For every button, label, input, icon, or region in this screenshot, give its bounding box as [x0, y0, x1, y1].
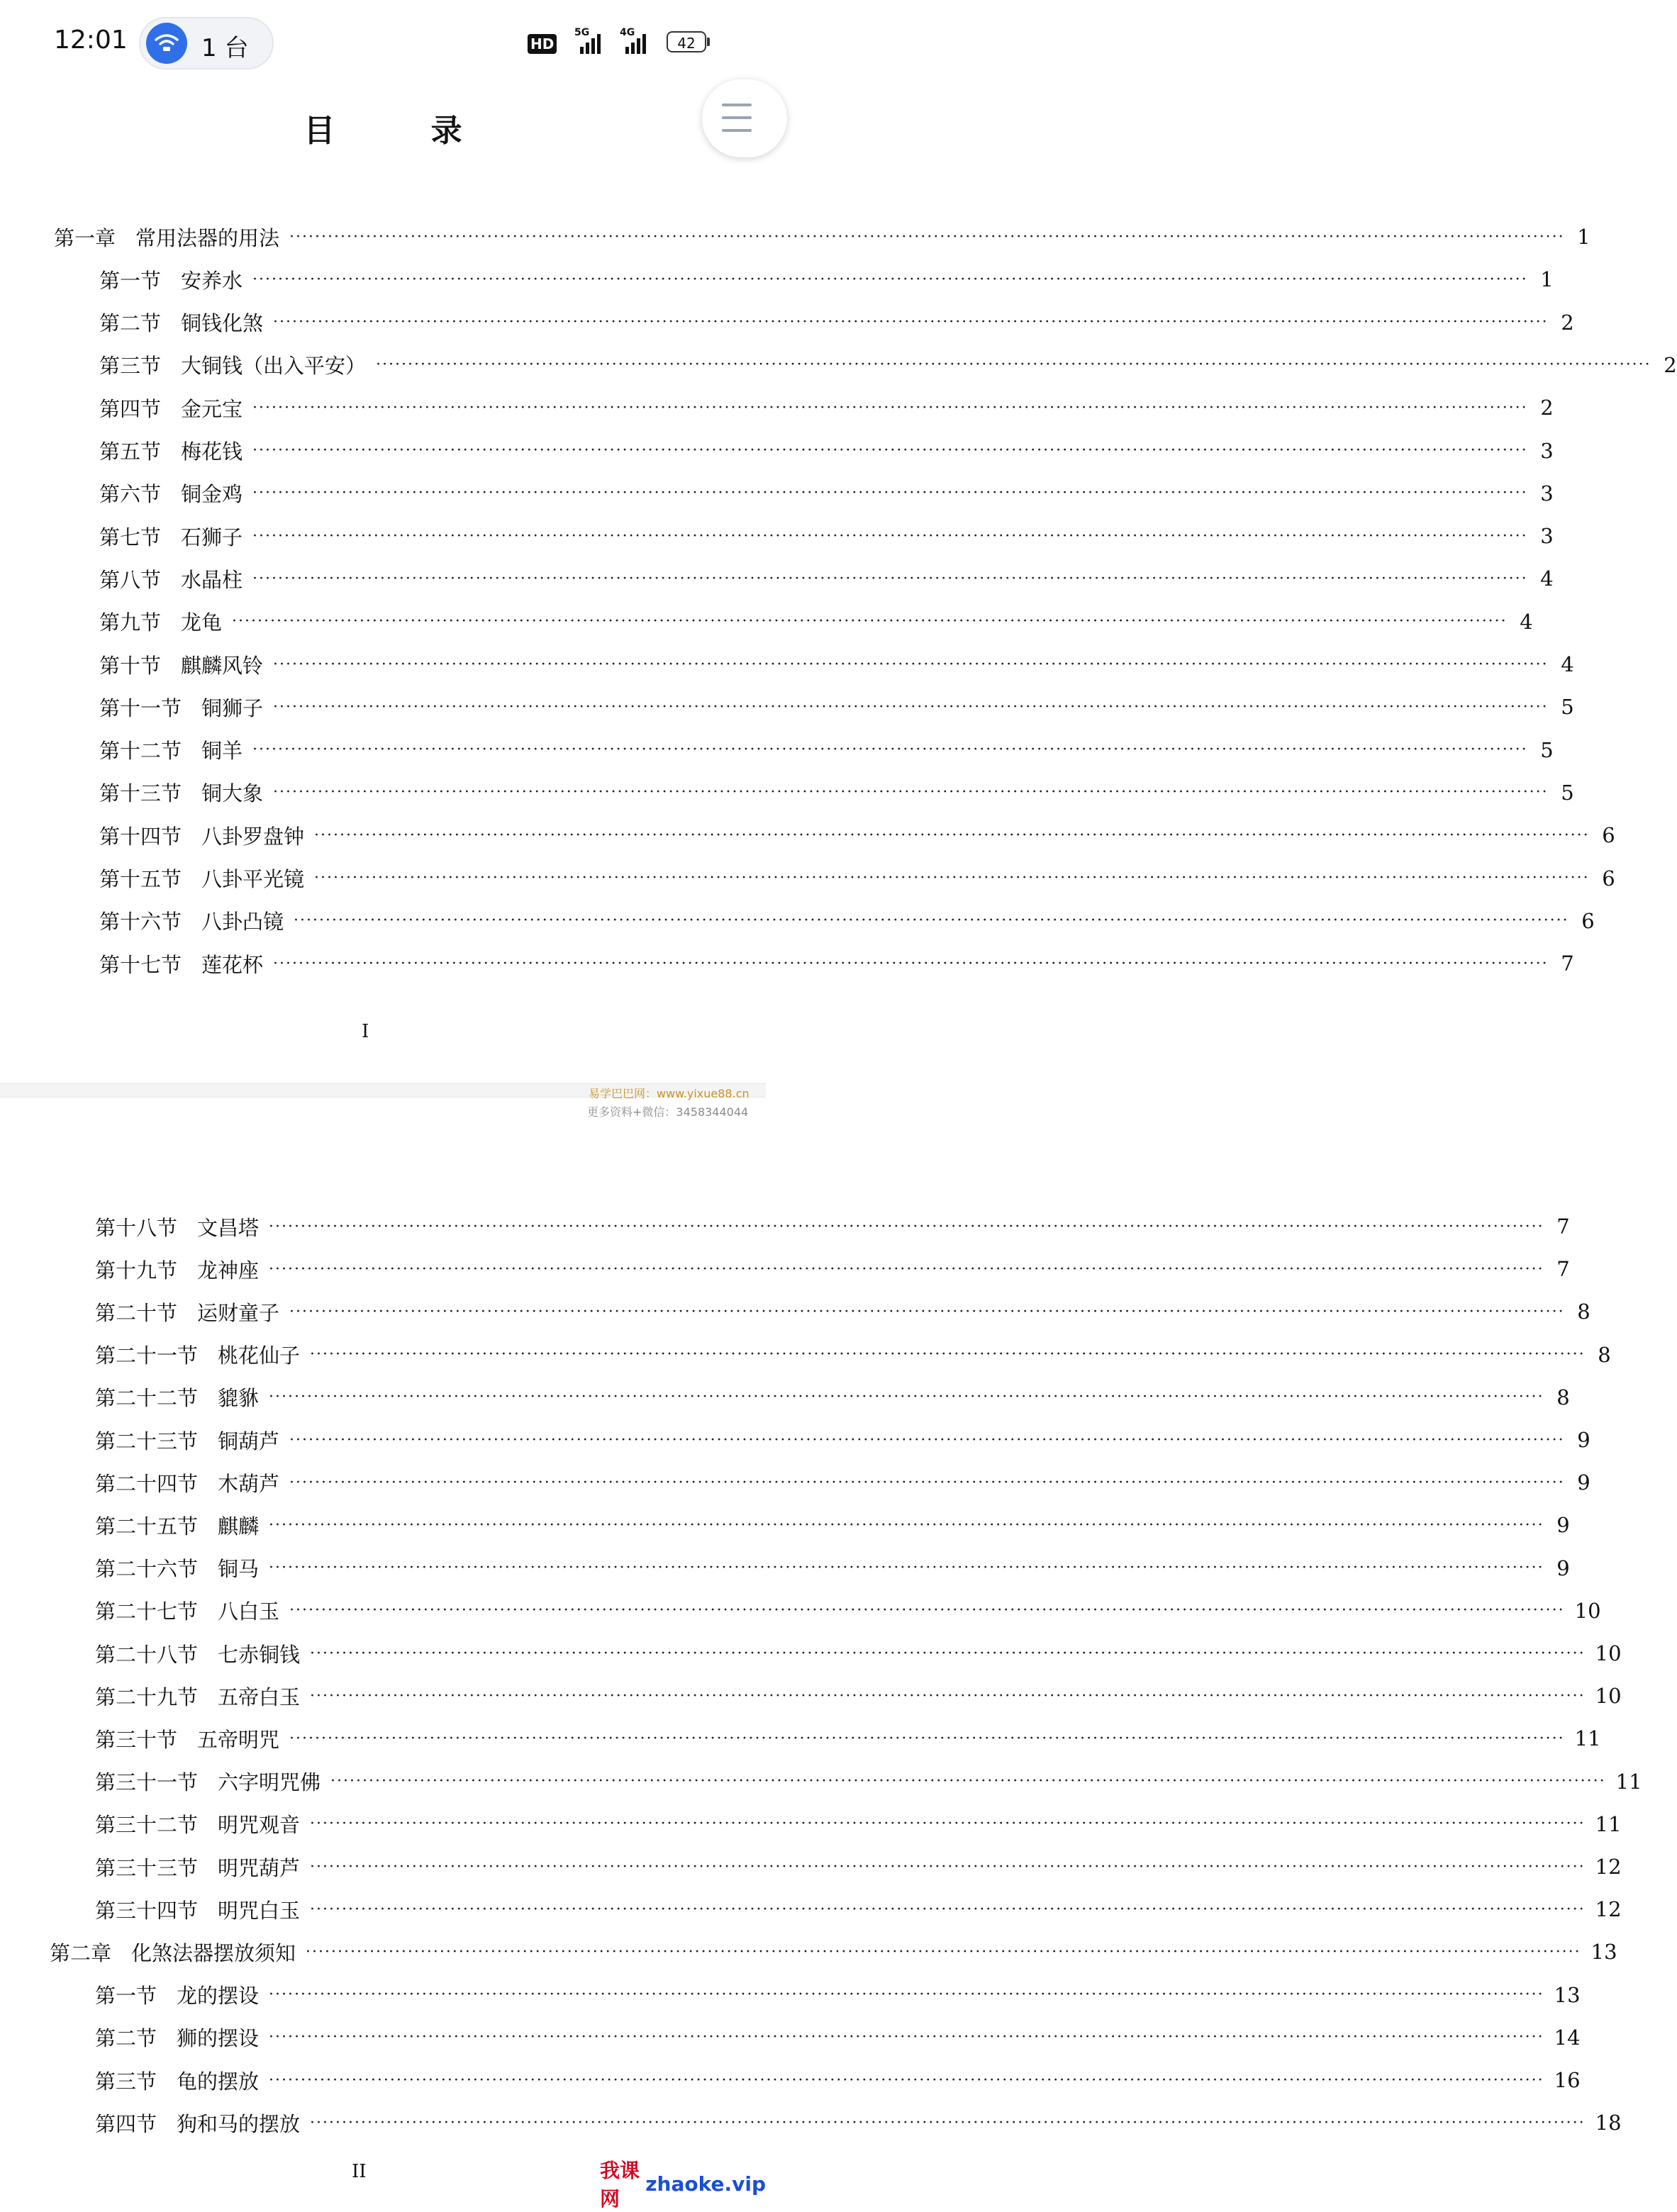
- toc-leader-dots: ········································································································································································································: [376, 356, 1651, 374]
- toc-entry-title: 五帝白玉: [218, 1685, 301, 1709]
- toc-entry[interactable]: [95, 1548, 1570, 1588]
- toc-entry-number: 第二十六节: [95, 1557, 199, 1582]
- toc-entry[interactable]: [95, 1292, 1590, 1331]
- toc-leader-dots: ········································································································································································································: [252, 442, 1528, 459]
- toc-entry-title: 文昌塔: [197, 1215, 260, 1240]
- toc-entry-number: 第十二节: [99, 739, 182, 764]
- toc-entry-page: 8: [1598, 1342, 1611, 1367]
- toc-entry[interactable]: [95, 2060, 1581, 2100]
- toc-entry-title: 六字明咒佛: [218, 1770, 321, 1795]
- toc-entry[interactable]: [50, 1932, 1617, 1972]
- toc-leader-dots: ········································································································································································································: [269, 1516, 1544, 1534]
- toc-leader-dots: ········································································································································································································: [232, 613, 1508, 631]
- toc-entry-title: 铜钱化煞: [181, 311, 264, 336]
- toc-leader-dots: ········································································································································································································: [252, 270, 1528, 289]
- toc-entry-page: 4: [1520, 609, 1533, 634]
- toc-entry-title: 八白玉: [218, 1599, 280, 1624]
- toc-entry-number: 第三十一节: [95, 1770, 199, 1795]
- toc-entry-title: 狗和马的摆放: [177, 2111, 301, 2136]
- toc-entry-page: 6: [1602, 866, 1615, 890]
- toc-entry-page: 6: [1602, 823, 1615, 848]
- toc-entry-page: 7: [1556, 1214, 1570, 1239]
- toc-entry-number: 第五节: [99, 440, 162, 464]
- toc-entry[interactable]: [99, 388, 1554, 428]
- toc-leader-dots: ········································································································································································································: [310, 1644, 1586, 1663]
- hotspot-pill[interactable]: [139, 17, 274, 69]
- toc-entry[interactable]: [99, 773, 1574, 812]
- toc-entry-page: 2: [1664, 352, 1677, 377]
- toc-entry[interactable]: [95, 1420, 1590, 1460]
- toc-leader-dots: ········································································································································································································: [289, 1302, 1565, 1321]
- toc-entry-page: 10: [1574, 1598, 1601, 1623]
- toc-entry-title: 铜金鸡: [181, 482, 243, 507]
- toc-leader-dots: ········································································································································································································: [294, 912, 1569, 930]
- toc-entry[interactable]: [99, 602, 1533, 642]
- toc-entry[interactable]: [95, 1378, 1570, 1417]
- page-title: 目 录: [303, 113, 505, 149]
- toc-entry-number: 第二十一节: [95, 1344, 199, 1368]
- toc-entry-number: 第二节: [95, 2026, 157, 2051]
- toc-entry-number: 第四节: [95, 2111, 157, 2136]
- toc-entry-number: 第二十五节: [95, 1514, 199, 1538]
- hotspot-icon: [146, 23, 187, 64]
- toc-entry-title: 梅花钱: [181, 440, 243, 464]
- toc-entry-number: 第十节: [99, 653, 162, 678]
- toc-entry[interactable]: [99, 345, 1677, 385]
- toc-leader-dots: ········································································································································································································: [289, 1729, 1565, 1748]
- toc-entry-page: 5: [1561, 780, 1574, 805]
- toc-entry-page: 6: [1581, 908, 1595, 933]
- page-number-2: II: [352, 2161, 367, 2182]
- toc-entry[interactable]: [99, 303, 1574, 342]
- toc-entry[interactable]: [99, 687, 1574, 727]
- toc-entry-page: 5: [1540, 737, 1554, 762]
- toc-entry-title: 明咒葫芦: [218, 1855, 301, 1880]
- toc-entry-title: 运财童子: [197, 1300, 280, 1325]
- toc-entry-number: 第十八节: [95, 1215, 178, 1240]
- toc-entry-number: 第四节: [99, 396, 162, 421]
- toc-entry-page: 12: [1595, 1855, 1622, 1879]
- toc-entry-title: 常用法器的用法: [135, 225, 280, 250]
- toc-leader-dots: ········································································································································································································: [289, 1431, 1565, 1449]
- toc-entry-page: 14: [1554, 2025, 1581, 2050]
- toc-entry-page: 10: [1595, 1684, 1622, 1709]
- toc-entry-page: 3: [1540, 524, 1554, 549]
- toc-entry[interactable]: [95, 1676, 1622, 1716]
- toc-leader-dots: ········································································································································································································: [310, 1687, 1586, 1705]
- toc-entry-number: 第三十三节: [95, 1855, 199, 1880]
- toc-entry-title: 铜羊: [201, 739, 243, 764]
- toc-entry-title: 龙龟: [181, 610, 223, 635]
- toc-entry-title: 金元宝: [181, 396, 243, 421]
- toc-entry-title: 化煞法器摆放须知: [131, 1940, 296, 1965]
- toc-entry-number: 第七节: [99, 525, 162, 549]
- toc-leader-dots: ········································································································································································································: [310, 1900, 1586, 1918]
- toc-entry-number: 第二节: [99, 311, 162, 336]
- toc-entry-title: 貔貅: [218, 1386, 260, 1411]
- toc-leader-dots: ········································································································································································································: [306, 1943, 1581, 1961]
- toc-entry-number: 第六节: [99, 482, 162, 507]
- toc-entry-title: 五帝明咒: [197, 1727, 280, 1752]
- toc-entry-number: 第十七节: [99, 952, 182, 977]
- toc-leader-dots: ········································································································································································································: [269, 2028, 1544, 2047]
- toc-entry[interactable]: [95, 1591, 1601, 1631]
- toc-entry-number: 第三十节: [95, 1727, 178, 1752]
- toc-entry-page: 4: [1561, 652, 1574, 676]
- toc-entry-number: 第十五节: [99, 867, 182, 891]
- watermark-line-2: 更多资料+微信：3458344044: [587, 1105, 749, 1119]
- toc-entry-page: 13: [1590, 1940, 1617, 1965]
- toc-entry-page: 9: [1577, 1470, 1590, 1495]
- toc-leader-dots: ········································································································································································································: [252, 398, 1528, 417]
- toc-leader-dots: ········································································································································································································: [252, 484, 1528, 503]
- toc-entry-page: 7: [1561, 951, 1574, 976]
- toc-entry-number: 第三十二节: [95, 1813, 199, 1838]
- toc-leader-dots: ········································································································································································································: [269, 1260, 1544, 1278]
- toc-entry[interactable]: [95, 1207, 1570, 1246]
- toc-entry-page: 11: [1595, 1811, 1622, 1836]
- toc-entry-title: 八卦罗盘钟: [201, 824, 305, 849]
- toc-entry-title: 桃花仙子: [218, 1344, 301, 1368]
- toc-entry-number: 第二十三节: [95, 1429, 199, 1453]
- toc-entry-number: 第二章: [50, 1940, 112, 1965]
- toc-entry-title: 龟的摆放: [177, 2069, 260, 2094]
- toc-entry-number: 第二十七节: [95, 1599, 199, 1624]
- toc-entry-title: 麒麟: [218, 1514, 260, 1538]
- toc-entry-title: 铜大象: [201, 781, 264, 806]
- toc-entry[interactable]: [95, 1975, 1581, 2015]
- toc-leader-dots: ········································································································································································································: [310, 1815, 1586, 1833]
- toc-entry-page: 1: [1577, 225, 1590, 249]
- toc-entry[interactable]: [95, 1249, 1570, 1289]
- toc-entry-page: 9: [1577, 1428, 1590, 1452]
- toc-entry-page: 11: [1574, 1726, 1601, 1751]
- battery-icon: 42: [667, 31, 706, 52]
- battery-tip: [707, 38, 710, 46]
- toc-leader-dots: ········································································································································································································: [314, 869, 1590, 887]
- toc-leader-dots: ········································································································································································································: [289, 228, 1565, 246]
- toc-leader-dots: ········································································································································································································: [289, 1473, 1565, 1492]
- toc-entry[interactable]: [99, 901, 1595, 941]
- toc-entry-title: 大铜钱（出入平安）: [181, 354, 367, 379]
- toc-entry-number: 第二十二节: [95, 1386, 199, 1411]
- toc-entry-number: 第十一节: [99, 696, 182, 720]
- toc-leader-dots: ········································································································································································································: [273, 954, 1549, 973]
- toc-leader-dots: ········································································································································································································: [273, 698, 1549, 716]
- toc-entry-number: 第一章: [54, 225, 116, 250]
- footer-brand: [600, 2159, 766, 2211]
- toc-leader-dots: ········································································································································································································: [273, 313, 1549, 332]
- brand-part-2: zhaoke.vip: [645, 2172, 766, 2196]
- toc-entry[interactable]: [95, 1463, 1590, 1502]
- toc-entry-number: 第一节: [95, 1984, 157, 2009]
- toc-entry-title: 八卦平光镜: [201, 867, 305, 891]
- toc-entry-page: 2: [1540, 396, 1554, 420]
- watermark-line-1: 易学巴巴网：www.yixue88.cn: [589, 1087, 750, 1100]
- toc-leader-dots: ········································································································································································································: [273, 783, 1549, 802]
- toc-entry-page: 5: [1561, 695, 1574, 720]
- toc-leader-dots: ········································································································································································································: [330, 1772, 1606, 1791]
- toc-entry-number: 第二十节: [95, 1300, 178, 1325]
- toc-entry-title: 明咒白玉: [218, 1898, 301, 1923]
- toc-entry-number: 第二十八节: [95, 1642, 199, 1667]
- toc-entry-page: 9: [1556, 1513, 1570, 1538]
- toc-entry[interactable]: [95, 2018, 1581, 2057]
- toc-leader-dots: ········································································································································································································: [273, 655, 1549, 674]
- toc-entry-title: 狮的摆设: [177, 2026, 260, 2051]
- toc-entry-page: 1: [1540, 267, 1554, 292]
- toc-leader-dots: ········································································································································································································: [310, 1346, 1586, 1364]
- toc-entry-page: 10: [1595, 1641, 1622, 1665]
- toc-leader-dots: ········································································································································································································: [252, 741, 1528, 759]
- toc-entry[interactable]: [95, 2103, 1622, 2143]
- toc-entry-title: 铜狮子: [201, 696, 264, 720]
- toc-entry[interactable]: [95, 1847, 1622, 1887]
- toc-entry[interactable]: [95, 1804, 1622, 1844]
- toc-leader-dots: ········································································································································································································: [289, 1602, 1565, 1620]
- toc-entry-title: 石狮子: [181, 525, 243, 549]
- toc-entry-number: 第十九节: [95, 1258, 178, 1283]
- toc-entry[interactable]: [99, 431, 1554, 471]
- toc-entry-number: 第三节: [99, 354, 162, 379]
- toc-entry-number: 第三节: [95, 2069, 157, 2094]
- toc-entry-title: 麒麟风铃: [181, 653, 264, 678]
- toc-entry-title: 木葫芦: [218, 1471, 280, 1496]
- toc-entry-number: 第八节: [99, 567, 162, 592]
- toc-entry-page: 3: [1540, 438, 1554, 463]
- toc-entry-title: 铜葫芦: [218, 1429, 280, 1453]
- toc-entry-title: 八卦凸镜: [201, 910, 284, 934]
- toc-entry[interactable]: [95, 1633, 1622, 1673]
- hd-badge: HD: [528, 34, 557, 54]
- toc-entry-page: 11: [1615, 1769, 1642, 1794]
- toc-entry[interactable]: [99, 730, 1554, 770]
- toc-entry[interactable]: [99, 815, 1615, 855]
- toc-entry[interactable]: [54, 217, 1590, 257]
- toc-leader-dots: ········································································································································································································: [310, 1858, 1586, 1876]
- toc-entry-title: 安养水: [181, 268, 243, 293]
- toc-entry[interactable]: [99, 259, 1554, 299]
- toc-entry-page: 8: [1577, 1300, 1590, 1324]
- toc-leader-dots: ········································································································································································································: [252, 527, 1528, 545]
- toc-leader-dots: ········································································································································································································: [269, 1559, 1544, 1577]
- toc-entry[interactable]: [95, 1335, 1611, 1375]
- toc-leader-dots: ········································································································································································································: [269, 1986, 1544, 2004]
- toc-entry[interactable]: [99, 859, 1615, 898]
- toc-entry-page: 9: [1556, 1555, 1570, 1580]
- toc-entry[interactable]: [99, 559, 1554, 598]
- toc-entry-title: 铜马: [218, 1557, 260, 1582]
- toc-entry-number: 第二十四节: [95, 1471, 199, 1496]
- toc-entry-page: 13: [1554, 1982, 1581, 2007]
- toc-entry[interactable]: [95, 1505, 1570, 1545]
- toc-entry-title: 明咒观音: [218, 1813, 301, 1838]
- toc-entry[interactable]: [95, 1889, 1622, 1929]
- toc-entry-title: 龙的摆设: [177, 1984, 260, 2009]
- toc-entry-title: 莲花杯: [201, 952, 264, 977]
- toc-entry-number: 第一节: [99, 268, 162, 293]
- toc-entry-number: 第九节: [99, 610, 162, 635]
- toc-entry-title: 水晶柱: [181, 567, 243, 592]
- brand-part-1: 我课网: [600, 2159, 640, 2211]
- toc-entry[interactable]: [95, 1762, 1642, 1802]
- toc-entry-page: 18: [1595, 2111, 1622, 2135]
- toc-entry-page: 8: [1556, 1385, 1570, 1409]
- toc-entry-title: 龙神座: [197, 1258, 260, 1283]
- toc-entry-page: 2: [1561, 310, 1574, 335]
- toc-entry[interactable]: [99, 944, 1574, 983]
- toc-entry-page: 12: [1595, 1897, 1622, 1922]
- toc-entry-number: 第十三节: [99, 781, 182, 806]
- toc-entry-number: 第十四节: [99, 824, 182, 849]
- toc-entry-number: 第二十九节: [95, 1685, 199, 1709]
- status-time: 12:01: [54, 26, 128, 55]
- toc-leader-dots: ········································································································································································································: [310, 2113, 1586, 2132]
- toc-leader-dots: ········································································································································································································: [269, 2071, 1544, 2089]
- toc-entry[interactable]: [95, 1719, 1601, 1758]
- toc-entry[interactable]: [99, 474, 1554, 513]
- toc-entry-page: 16: [1554, 2068, 1581, 2092]
- toc-entry[interactable]: [99, 644, 1574, 684]
- toc-entry-page: 7: [1556, 1257, 1570, 1282]
- toc-entry-title: 七赤铜钱: [218, 1642, 301, 1667]
- toc-entry-page: 4: [1540, 566, 1554, 591]
- hotspot-count: 1 台: [201, 34, 249, 62]
- toc-entry-number: 第十六节: [99, 910, 182, 934]
- toc-leader-dots: ········································································································································································································: [314, 826, 1590, 844]
- toc-entry[interactable]: [99, 516, 1554, 556]
- toc-leader-dots: ········································································································································································································: [269, 1388, 1544, 1407]
- toc-entry-number: 第三十四节: [95, 1898, 199, 1923]
- page-number-1: I: [362, 1021, 369, 1042]
- status-bar: 12:01 1 台 HD 5G 4G 42: [0, 0, 766, 85]
- toc-leader-dots: ········································································································································································································: [252, 569, 1528, 588]
- toc-entry-page: 3: [1540, 481, 1554, 505]
- toc-leader-dots: ········································································································································································································: [269, 1217, 1544, 1236]
